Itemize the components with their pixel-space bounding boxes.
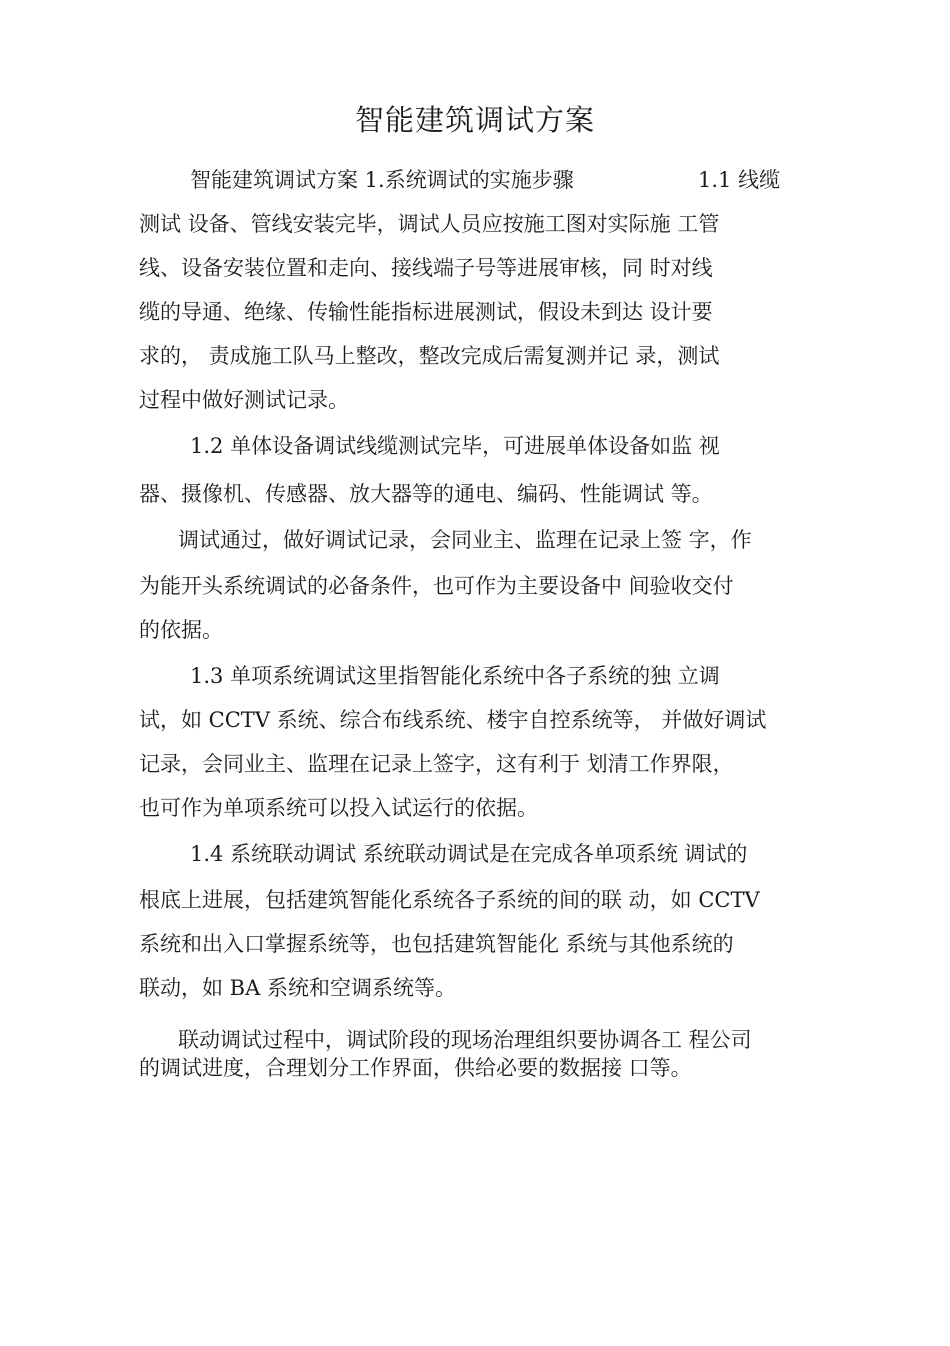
text-line: 缆的导通、绝缘、传输性能指标进展测试，假设未到达 设计要 xyxy=(139,300,713,324)
text-line: 求的， 责成施工队马上整改，整改完成后需复测并记 录，测试 xyxy=(139,344,720,368)
text-line: 线、设备安装位置和走向、接线端子号等进展审核，同 时对线 xyxy=(139,256,713,280)
text-line: 的依据。 xyxy=(139,618,223,642)
text-line: 联动，如 BA 系统和空调系统等。 xyxy=(139,976,456,1000)
text-line: 调试通过，做好调试记录，会同业主、监理在记录上签 字，作 xyxy=(178,528,752,552)
text-line: 器、摄像机、传感器、放大器等的通电、编码、性能调试 等。 xyxy=(139,482,713,506)
text-line: 过程中做好测试记录。 xyxy=(139,388,349,412)
text-line: 的调试进度，合理划分工作界面，供给必要的数据接 口等。 xyxy=(139,1056,692,1080)
text-line: 联动调试过程中，调试阶段的现场治理组织要协调各工 程公司 xyxy=(178,1028,752,1052)
text-line: 智能建筑调试方案 1.系统调试的实施步骤 xyxy=(190,168,574,192)
text-line: 为能开头系统调试的必备条件，也可作为主要设备中 间验收交付 xyxy=(139,574,734,598)
text-line: 1.1 线缆 xyxy=(698,168,781,192)
text-line: 也可作为单项系统可以投入试运行的依据。 xyxy=(139,796,538,820)
text-line: 试，如 CCTV 系统、综合布线系统、楼宇自控系统等， 并做好调试 xyxy=(139,708,767,732)
text-line: 记录，会同业主、监理在记录上签字，这有利于 划清工作界限， xyxy=(139,752,734,776)
text-line: 系统和出入口掌握系统等，也包括建筑智能化 系统与其他系统的 xyxy=(139,932,734,956)
text-line: 测试 设备、管线安装完毕，调试人员应按施工图对实际施 工管 xyxy=(139,212,720,236)
text-line: 根底上进展，包括建筑智能化系统各子系统的间的联 动，如 CCTV xyxy=(139,888,760,912)
text-line: 1.4 系统联动调试 系统联动调试是在完成各单项系统 调试的 xyxy=(190,842,748,866)
text-line: 1.2 单体设备调试线缆测试完毕，可进展单体设备如监 视 xyxy=(190,434,720,458)
document-title: 智能建筑调试方案 xyxy=(354,103,595,137)
text-line: 1.3 单项系统调试这里指智能化系统中各子系统的独 立调 xyxy=(190,664,720,688)
